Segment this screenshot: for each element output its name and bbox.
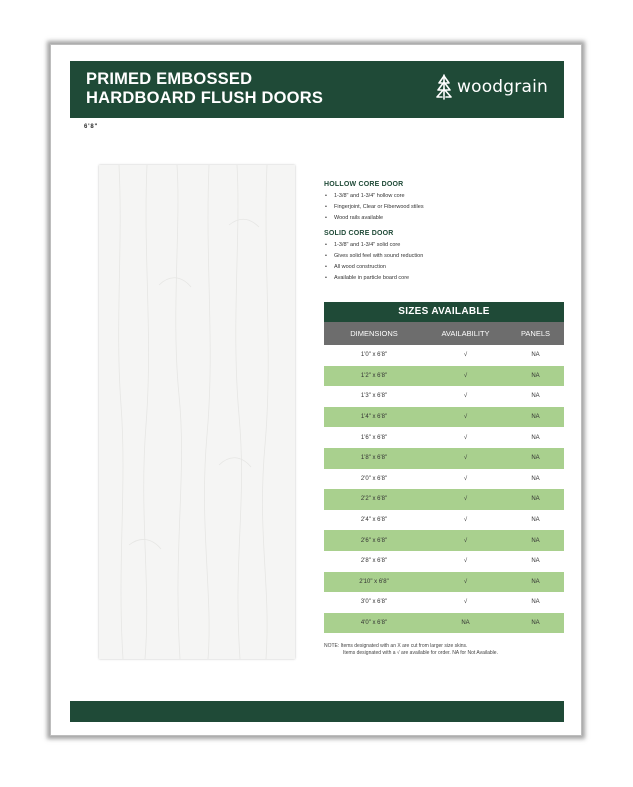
panels-cell: NA: [531, 393, 540, 400]
table-row: [324, 530, 564, 551]
door-image: [99, 165, 295, 659]
woodgrain-tree-icon: [436, 74, 452, 100]
table-note: [324, 643, 574, 656]
availability-cell: √: [463, 517, 468, 524]
dimension-cell: 1'8" x 6'8": [360, 455, 388, 462]
panels-cell: NA: [531, 352, 540, 359]
hollow-core-list: [324, 191, 564, 224]
panels-cell: NA: [531, 496, 540, 503]
availability-cell: √: [463, 558, 468, 565]
panels-cell: NA: [531, 414, 540, 421]
availability-cell: √: [463, 455, 468, 462]
list-item: • All wood construction: [324, 262, 564, 273]
door-height-label: 6'8": [84, 124, 99, 130]
panels-cell: NA: [531, 434, 540, 441]
availability-cell: √: [463, 475, 468, 482]
dimension-cell: 1'4" x 6'8": [360, 414, 388, 421]
panels-cell: NA: [531, 475, 540, 482]
table-row: [324, 551, 564, 572]
dimension-cell: 1'0" x 6'8": [360, 352, 388, 359]
table-row: [324, 469, 564, 490]
sizes-table: [324, 302, 564, 633]
dimension-cell: 2'6" x 6'8": [360, 537, 388, 544]
dimension-cell: 1'6" x 6'8": [360, 434, 388, 441]
title-line-1: PRIMED EMBOSSED: [86, 70, 253, 88]
sizes-title: SIZES AVAILABLE: [324, 302, 564, 322]
door-specs: [324, 181, 564, 290]
availability-cell: √: [463, 537, 468, 544]
table-row: [324, 345, 564, 366]
note-line-2: Items designated with a √ are available for order. NA for Not Available.: [343, 649, 498, 656]
list-item: • Gives solid feel with sound reduction: [324, 251, 564, 262]
dimension-cell: 4'0" x 6'8": [360, 620, 388, 627]
table-header: [324, 322, 564, 345]
table-row: [324, 366, 564, 387]
solid-core-heading: SOLID CORE DOOR: [324, 230, 394, 237]
column-header-availability: AVAILABILITY: [441, 329, 490, 338]
availability-cell: √: [463, 496, 468, 503]
table-row: [324, 510, 564, 531]
dimension-cell: 2'2" x 6'8": [360, 496, 388, 503]
table-row: [324, 572, 564, 593]
availability-cell: √: [463, 599, 468, 606]
table-row: [324, 448, 564, 469]
list-item: • Fingerjoint, Clear or Fiberwood stiles: [324, 202, 564, 213]
availability-cell: √: [463, 434, 468, 441]
panels-cell: NA: [531, 620, 540, 627]
dimension-cell: 2'4" x 6'8": [360, 517, 388, 524]
panels-cell: NA: [531, 558, 540, 565]
table-row: [324, 427, 564, 448]
table-row: [324, 592, 564, 613]
header-banner: [70, 61, 564, 118]
woodgrain-texture: [99, 165, 295, 659]
dimension-cell: 3'0" x 6'8": [360, 599, 388, 606]
availability-cell: √: [463, 352, 468, 359]
footer-bar: [70, 701, 564, 722]
solid-core-list: [324, 240, 564, 284]
list-item: • 1-3/8" and 1-3/4" hollow core: [324, 191, 564, 202]
column-header-dimensions: DIMENSIONS: [350, 329, 398, 338]
list-item: • Available in particle board core: [324, 273, 564, 284]
page-title: [86, 70, 323, 108]
panels-cell: NA: [531, 578, 540, 585]
availability-cell: √: [463, 372, 468, 379]
panels-cell: NA: [531, 517, 540, 524]
availability-cell: NA: [461, 620, 470, 627]
title-line-2: HARDBOARD FLUSH DOORS: [86, 89, 324, 107]
dimension-cell: 2'0" x 6'8": [360, 475, 388, 482]
column-header-panels: PANELS: [520, 329, 551, 338]
availability-cell: √: [463, 393, 468, 400]
table-row: [324, 407, 564, 428]
dimension-cell: 2'10" x 6'8": [359, 578, 389, 585]
table-row: [324, 386, 564, 407]
availability-cell: √: [463, 414, 468, 421]
dimension-cell: 1'2" x 6'8": [360, 372, 388, 379]
panels-cell: NA: [531, 599, 540, 606]
panels-cell: NA: [531, 372, 540, 379]
availability-cell: √: [463, 578, 468, 585]
list-item: • 1-3/8" and 1-3/4" solid core: [324, 240, 564, 251]
note-line-1: NOTE: Items designated with an X are cut from larger size skins.: [324, 643, 468, 649]
list-item: • Wood rails available: [324, 213, 564, 224]
hollow-core-heading: HOLLOW CORE DOOR: [324, 181, 404, 188]
brand-logo: [436, 74, 548, 100]
dimension-cell: 2'8" x 6'8": [360, 558, 388, 565]
spec-sheet: [50, 44, 582, 736]
dimension-cell: 1'3" x 6'8": [360, 393, 388, 400]
brand-name: woodgrain: [457, 77, 548, 97]
panels-cell: NA: [531, 455, 540, 462]
table-row: [324, 489, 564, 510]
panels-cell: NA: [531, 537, 540, 544]
table-row: [324, 613, 564, 634]
